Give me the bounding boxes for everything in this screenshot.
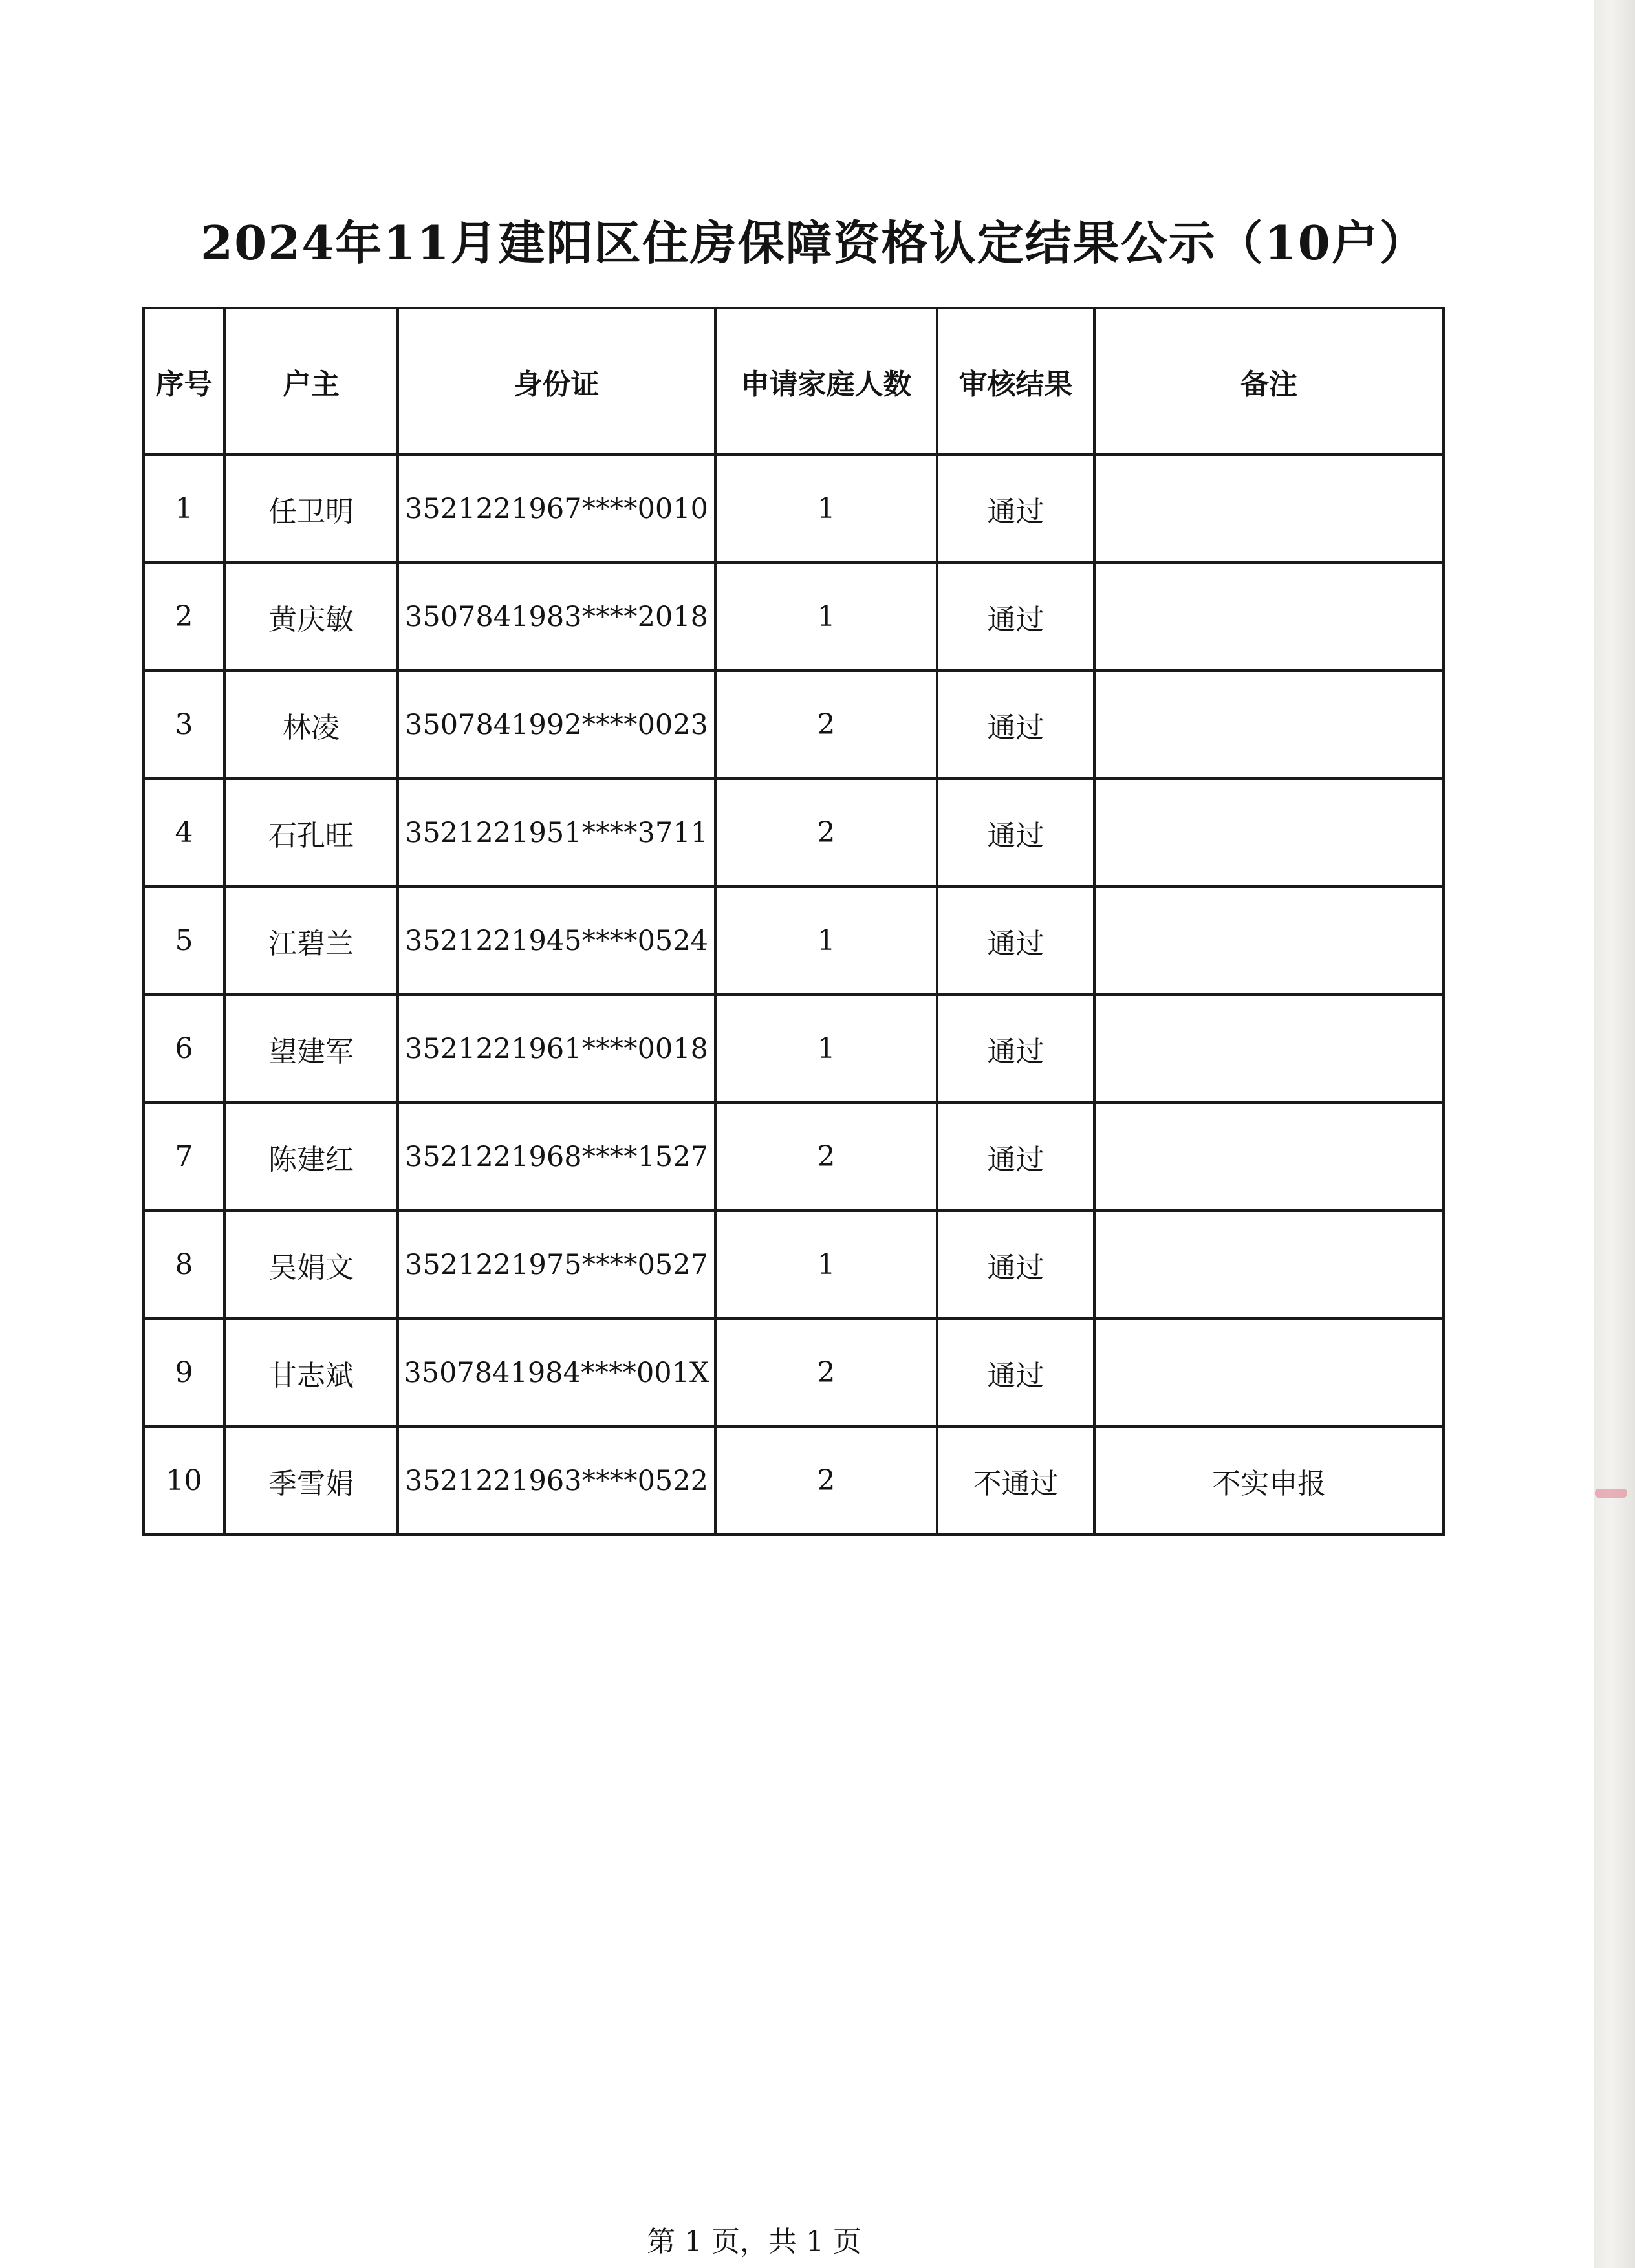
table-row <box>144 455 1444 563</box>
table-row <box>144 1427 1444 1535</box>
cell-note <box>1094 887 1444 995</box>
cell-id: 3521221963****0522 <box>398 1427 715 1535</box>
page-edge <box>1594 0 1635 2268</box>
cell-note: 不实申报 <box>1094 1427 1444 1535</box>
cell-id: 3521221961****0018 <box>398 995 715 1103</box>
cell-name: 任卫明 <box>224 455 398 563</box>
cell-note <box>1094 1103 1444 1211</box>
cell-name: 林凌 <box>224 671 398 779</box>
cell-result: 通过 <box>937 1103 1094 1211</box>
cell-result: 通过 <box>937 995 1094 1103</box>
cell-family-size: 2 <box>715 671 937 779</box>
cell-id: 3507841984****001X <box>398 1319 715 1427</box>
cell-result: 通过 <box>937 455 1094 563</box>
cell-id: 3521221975****0527 <box>398 1211 715 1319</box>
cell-family-size: 2 <box>715 1427 937 1535</box>
cell-note <box>1094 563 1444 671</box>
document-title: 2024年11月建阳区住房保障资格认定结果公示（10户） <box>200 215 1427 270</box>
cell-no: 9 <box>144 1319 224 1427</box>
cell-id: 3507841983****2018 <box>398 563 715 671</box>
cell-note <box>1094 1211 1444 1319</box>
table-row <box>144 1103 1444 1211</box>
cell-no: 1 <box>144 455 224 563</box>
cell-family-size: 1 <box>715 887 937 995</box>
cell-no: 10 <box>144 1427 224 1535</box>
cell-note <box>1094 671 1444 779</box>
cell-result: 通过 <box>937 1211 1094 1319</box>
cell-no: 3 <box>144 671 224 779</box>
cell-no: 6 <box>144 995 224 1103</box>
table-row <box>144 995 1444 1103</box>
cell-name: 甘志斌 <box>224 1319 398 1427</box>
cell-name: 石孔旺 <box>224 779 398 887</box>
cell-family-size: 2 <box>715 1103 937 1211</box>
cell-id: 3521221968****1527 <box>398 1103 715 1211</box>
table-row <box>144 671 1444 779</box>
cell-id: 3521221967****0010 <box>398 455 715 563</box>
cell-result: 通过 <box>937 779 1094 887</box>
cell-family-size: 1 <box>715 995 937 1103</box>
cell-no: 7 <box>144 1103 224 1211</box>
cell-id: 3507841992****0023 <box>398 671 715 779</box>
table-row <box>144 1211 1444 1319</box>
cell-name: 吴娟文 <box>224 1211 398 1319</box>
cell-family-size: 1 <box>715 455 937 563</box>
header-name: 户主 <box>224 308 398 455</box>
cell-family-size: 1 <box>715 563 937 671</box>
table-header-row <box>144 308 1444 455</box>
red-ink-mark <box>1595 1489 1627 1498</box>
cell-result: 通过 <box>937 563 1094 671</box>
cell-result: 通过 <box>937 671 1094 779</box>
cell-name: 季雪娟 <box>224 1427 398 1535</box>
cell-name: 陈建红 <box>224 1103 398 1211</box>
cell-name: 望建军 <box>224 995 398 1103</box>
cell-family-size: 2 <box>715 1319 937 1427</box>
cell-no: 2 <box>144 563 224 671</box>
cell-note <box>1094 995 1444 1103</box>
header-no: 序号 <box>144 308 224 455</box>
cell-family-size: 2 <box>715 779 937 887</box>
cell-result: 不通过 <box>937 1427 1094 1535</box>
cell-name: 江碧兰 <box>224 887 398 995</box>
page-footer: 第 1 页，共 1 页 <box>647 2225 861 2258</box>
table-row <box>144 563 1444 671</box>
table-row <box>144 887 1444 995</box>
header-id: 身份证 <box>398 308 715 455</box>
cell-name: 黄庆敏 <box>224 563 398 671</box>
cell-note <box>1094 1319 1444 1427</box>
result-table <box>142 307 1445 1536</box>
cell-result: 通过 <box>937 887 1094 995</box>
header-note: 备注 <box>1094 308 1444 455</box>
cell-result: 通过 <box>937 1319 1094 1427</box>
header-family-size: 申请家庭人数 <box>715 308 937 455</box>
table-row <box>144 779 1444 887</box>
cell-no: 4 <box>144 779 224 887</box>
cell-no: 8 <box>144 1211 224 1319</box>
cell-family-size: 1 <box>715 1211 937 1319</box>
cell-note <box>1094 455 1444 563</box>
cell-no: 5 <box>144 887 224 995</box>
cell-note <box>1094 779 1444 887</box>
header-result: 审核结果 <box>937 308 1094 455</box>
cell-id: 3521221945****0524 <box>398 887 715 995</box>
cell-id: 3521221951****3711 <box>398 779 715 887</box>
table-row <box>144 1319 1444 1427</box>
